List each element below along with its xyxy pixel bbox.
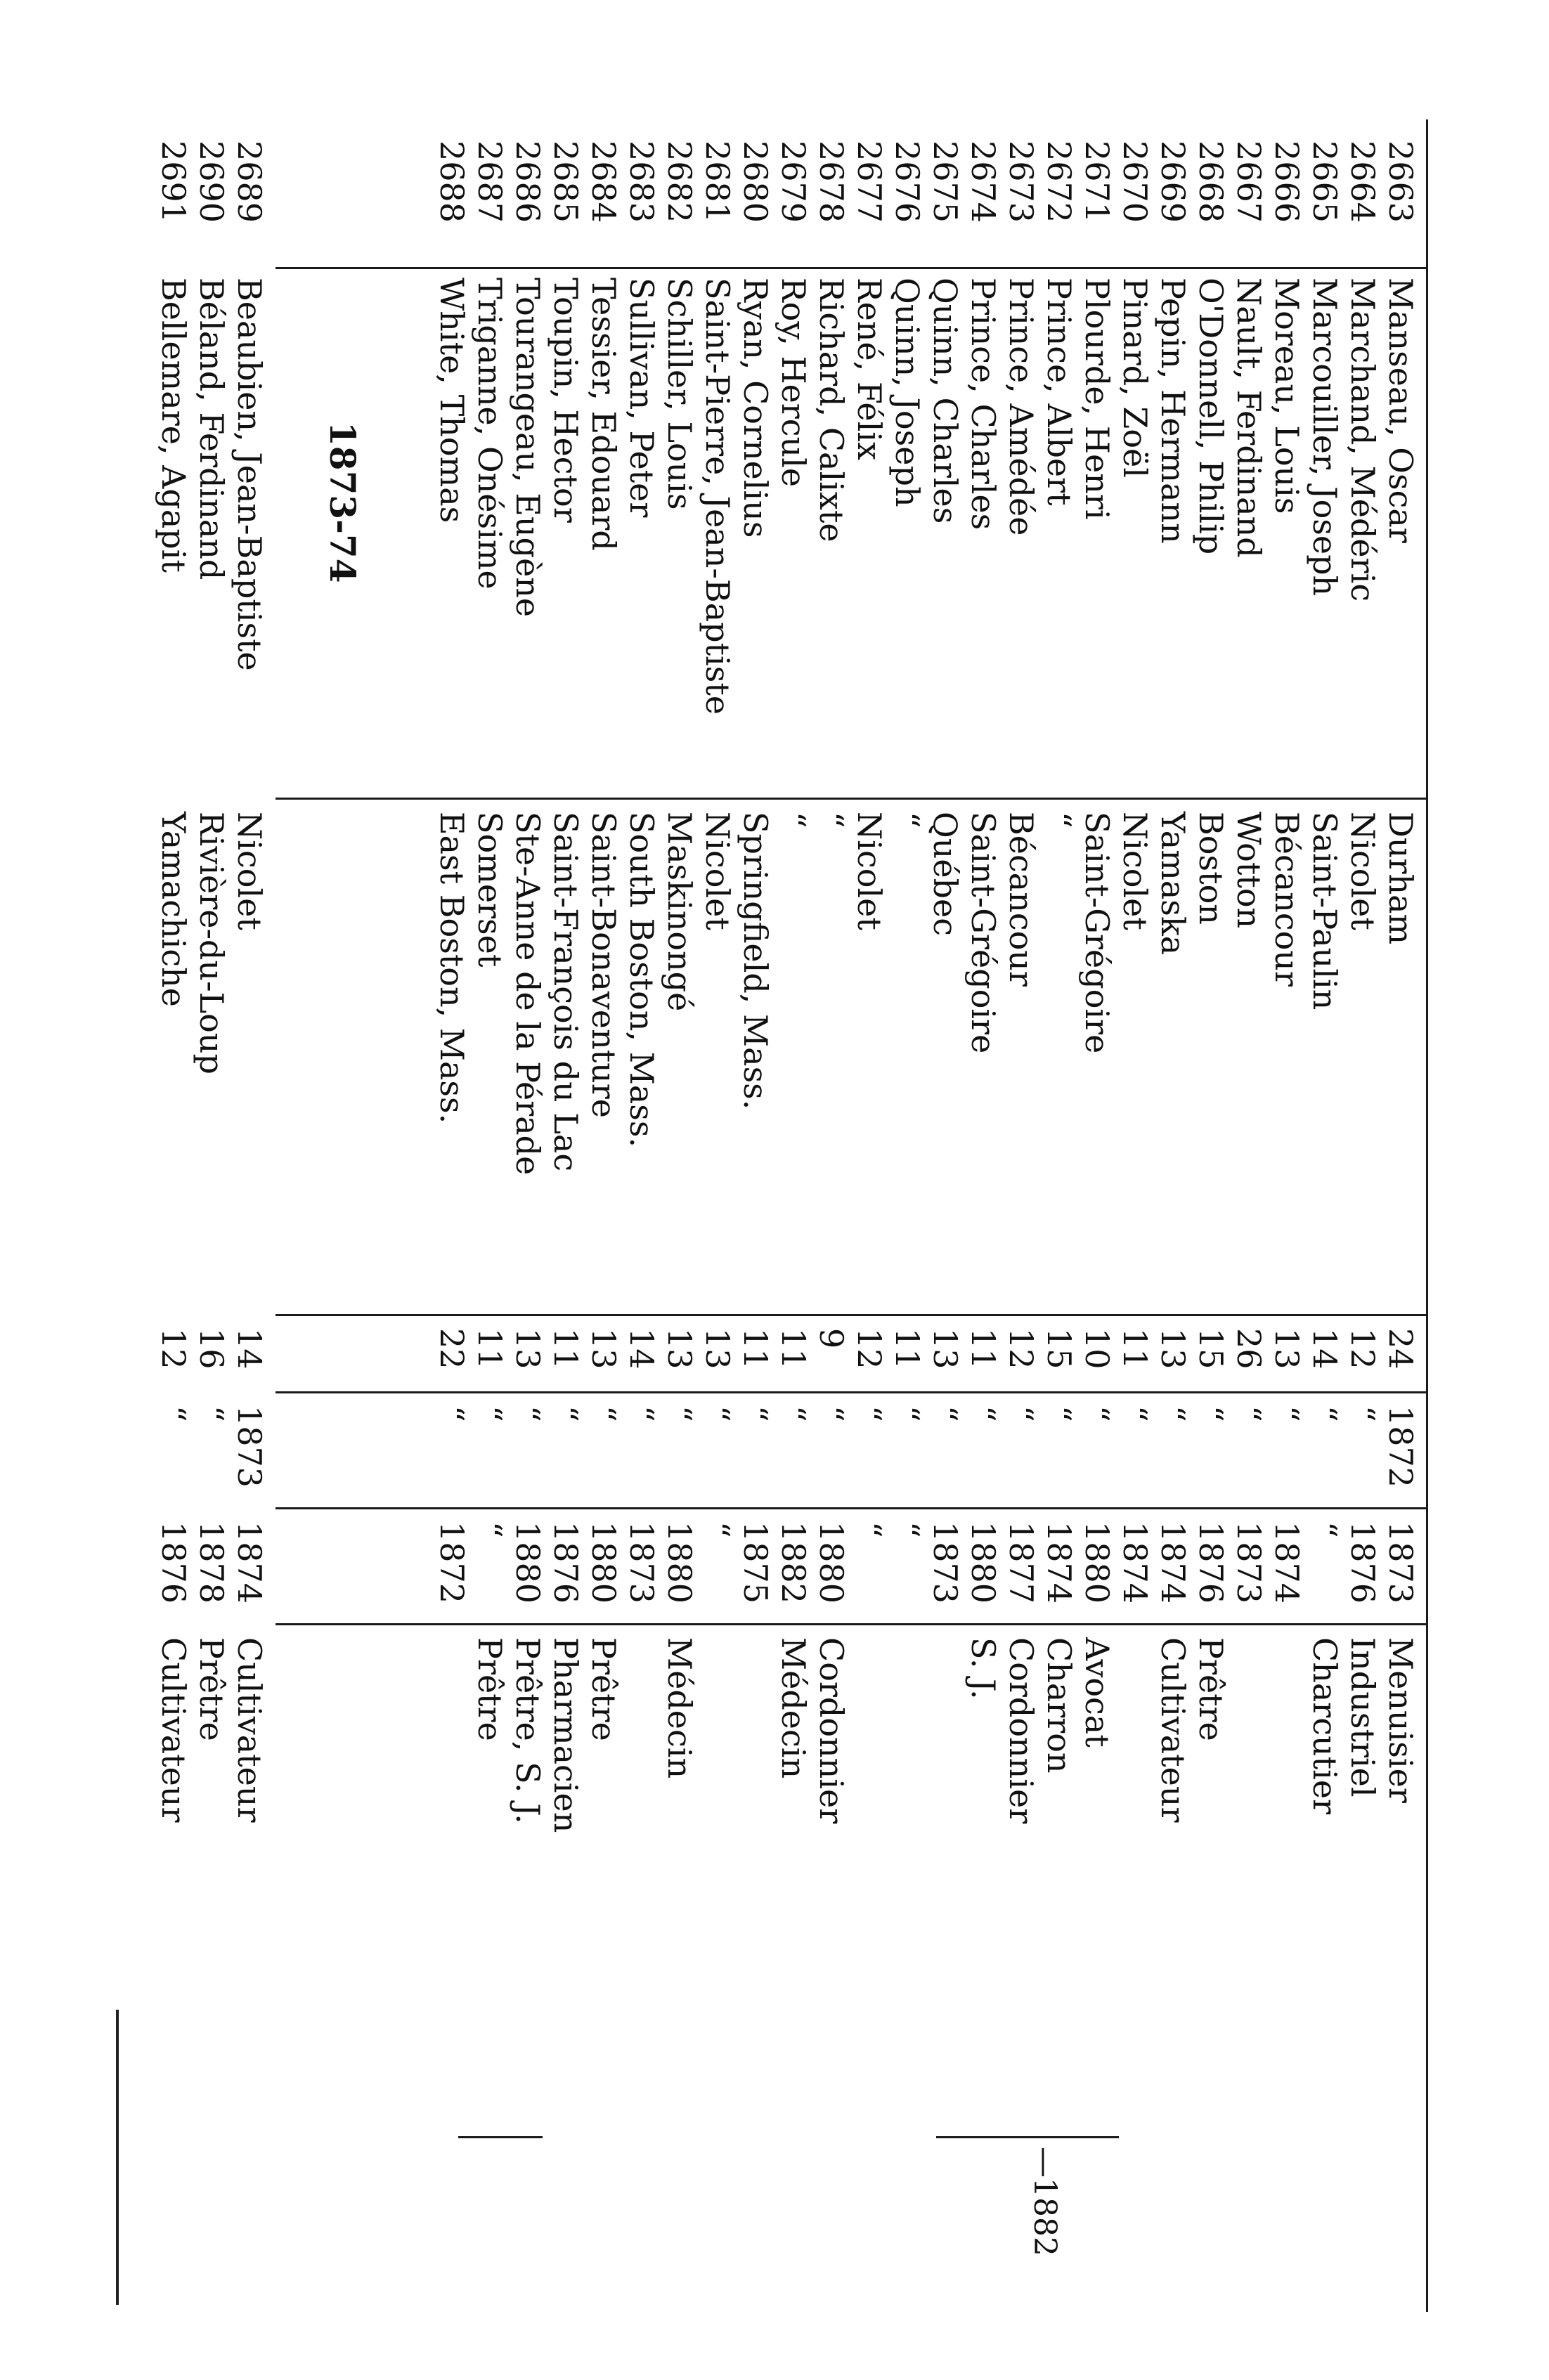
- cell-name: Prince, Albert: [1040, 278, 1078, 506]
- col-sep-no: [276, 267, 1428, 269]
- cell-name: René, Félix: [850, 278, 888, 460]
- cell-year-in: “: [964, 1405, 1002, 1422]
- cell-year-out: 1880: [509, 1521, 547, 1604]
- cell-name: Roy, Hercule: [774, 278, 812, 488]
- cell-year-out: 1874: [1116, 1521, 1154, 1604]
- cell-name: Bellemare, Agapit: [155, 278, 193, 573]
- cell-no: 2672: [1040, 141, 1078, 223]
- margin-year-1882: —1882: [1027, 2147, 1063, 2256]
- cell-occ: Médecin: [774, 1637, 812, 1779]
- cell-age: 14: [623, 1328, 661, 1370]
- cell-occ: Cultivateur: [155, 1637, 193, 1823]
- cell-name: Saint-Pierre, Jean-Baptiste: [699, 278, 737, 715]
- cell-occ: Cordonnier: [812, 1637, 850, 1824]
- cell-occ: Médecin: [661, 1637, 699, 1779]
- cell-age: 11: [547, 1328, 585, 1370]
- cell-age: 13: [661, 1328, 699, 1370]
- cell-age: 22: [433, 1328, 471, 1370]
- cell-year-in: “: [699, 1405, 737, 1422]
- cell-place: “: [774, 812, 812, 828]
- cell-name: Quinn, Charles: [926, 278, 964, 524]
- cell-occ: Industriel: [1344, 1637, 1382, 1797]
- cell-occ: Cultivateur: [1154, 1637, 1192, 1823]
- cell-place: Nicolet: [1344, 812, 1382, 930]
- cell-place: Saint-Grégoire: [1078, 812, 1116, 1054]
- cell-place: East Boston, Mass.: [433, 812, 471, 1124]
- cell-age: 24: [1382, 1328, 1420, 1370]
- cell-year-out: 1880: [964, 1521, 1002, 1604]
- cell-year-in: “: [1230, 1405, 1268, 1422]
- cell-year-out: 1874: [1268, 1521, 1306, 1604]
- col-sep-age: [276, 1391, 1428, 1393]
- cell-occ: Prêtre, S. J.: [509, 1637, 547, 1824]
- cell-age: 11: [737, 1328, 774, 1370]
- cell-year-in: “: [1002, 1405, 1040, 1422]
- cell-year-in: “: [1192, 1405, 1230, 1422]
- cell-place: “: [1040, 812, 1078, 828]
- cell-place: Saint-Paulin: [1306, 812, 1344, 1010]
- cell-occ: Charcutier: [1306, 1637, 1344, 1815]
- cell-no: 2668: [1192, 141, 1230, 223]
- cell-year-out: 1873: [1382, 1521, 1420, 1604]
- cell-year-in: “: [850, 1405, 888, 1422]
- cell-year-out: 1874: [1154, 1521, 1192, 1604]
- cell-occ: Cordonnier: [1002, 1637, 1040, 1824]
- cell-no: 2675: [926, 141, 964, 223]
- cell-name: Prince, Amédée: [1002, 278, 1040, 536]
- cell-place: Bécancour: [1002, 812, 1040, 987]
- cell-place: Durham: [1382, 812, 1420, 945]
- cell-year-in: “: [155, 1405, 193, 1422]
- cell-age: 9: [812, 1328, 850, 1349]
- cell-year-out: 1880: [1078, 1521, 1116, 1604]
- rotated-register-page: [135, 119, 1428, 2312]
- cell-name: Quinn, Joseph: [888, 278, 926, 507]
- cell-no: 2688: [433, 141, 471, 223]
- cell-age: 13: [926, 1328, 964, 1370]
- cell-year-in: “: [926, 1405, 964, 1422]
- cell-name: White, Thomas: [433, 278, 471, 524]
- cell-year-out: 1874: [1040, 1521, 1078, 1604]
- cell-year-out: 1873: [623, 1521, 661, 1604]
- cell-name: Sullivan, Peter: [623, 278, 661, 518]
- cell-place: Somerset: [471, 812, 509, 968]
- col-sep-place: [276, 1314, 1428, 1316]
- cell-year-in: “: [471, 1405, 509, 1422]
- cell-year-in: “: [1344, 1405, 1382, 1422]
- cell-year-out: 1875: [737, 1521, 774, 1604]
- cell-year-out: “: [471, 1521, 509, 1538]
- cell-year-out: “: [699, 1521, 737, 1538]
- cell-age: 12: [1002, 1328, 1040, 1370]
- section-year-heading: 1873-74: [322, 422, 363, 583]
- cell-no: 2682: [661, 141, 699, 223]
- cell-year-in: “: [774, 1405, 812, 1422]
- cell-age: 14: [231, 1328, 268, 1370]
- cell-name: Prince, Charles: [964, 278, 1002, 531]
- cell-no: 2687: [471, 141, 509, 223]
- cell-age: 26: [1230, 1328, 1268, 1370]
- cell-name: Triganne, Onésime: [471, 278, 509, 590]
- cell-name: O'Donnell, Philip: [1192, 278, 1230, 555]
- cell-no: 2684: [585, 141, 623, 223]
- cell-year-in: “: [433, 1405, 471, 1422]
- cell-no: 2674: [964, 141, 1002, 223]
- cell-age: 14: [1306, 1328, 1344, 1370]
- table-top-rule: [1426, 119, 1428, 2312]
- cell-year-in: “: [661, 1405, 699, 1422]
- cell-place: Québec: [926, 812, 964, 936]
- cell-name: Manseau, Oscar: [1382, 278, 1420, 543]
- cell-occ: Cultivateur: [231, 1637, 268, 1823]
- cell-no: 2679: [774, 141, 812, 223]
- cell-age: 11: [888, 1328, 926, 1370]
- cell-name: Beaubien, Jean-Baptiste: [231, 278, 268, 671]
- cell-year-out: 1876: [155, 1521, 193, 1604]
- cell-place: Nicolet: [231, 812, 268, 930]
- cell-year-in: 1872: [1382, 1405, 1420, 1488]
- cell-year-in: 1873: [231, 1405, 268, 1488]
- cell-year-out: “: [1306, 1521, 1344, 1538]
- cell-no: 2680: [737, 141, 774, 223]
- cell-no: 2673: [1002, 141, 1040, 223]
- cell-name: Béland, Ferdinand: [193, 278, 231, 580]
- cell-age: 16: [193, 1328, 231, 1370]
- cell-name: Moreau, Louis: [1268, 278, 1306, 514]
- cell-name: Plourde, Henri: [1078, 278, 1116, 520]
- cell-occ: Prêtre: [193, 1637, 231, 1741]
- cell-place: Ste-Anne de la Pérade: [509, 812, 547, 1176]
- cell-age: 12: [1344, 1328, 1382, 1370]
- cell-year-out: 1880: [661, 1521, 699, 1604]
- cell-no: 2681: [699, 141, 737, 223]
- cell-occ: Prêtre: [585, 1637, 623, 1741]
- cell-year-in: “: [1306, 1405, 1344, 1422]
- cell-no: 2669: [1154, 141, 1192, 223]
- cell-no: 2667: [1230, 141, 1268, 223]
- scan-edge-line: [116, 2010, 119, 2305]
- cell-place: South Boston, Mass.: [623, 812, 661, 1148]
- cell-year-out: 1878: [193, 1521, 231, 1604]
- cell-occ: Pharmacien: [547, 1637, 585, 1833]
- cell-year-in: “: [812, 1405, 850, 1422]
- cell-place: Wotton: [1230, 812, 1268, 929]
- cell-place: Saint-François du Lac: [547, 812, 585, 1172]
- cell-age: 15: [1192, 1328, 1230, 1370]
- cell-no: 2671: [1078, 141, 1116, 223]
- cell-name: Tessier, Edouard: [585, 278, 623, 551]
- cell-age: 13: [1268, 1328, 1306, 1370]
- cell-occ: Prêtre: [1192, 1637, 1230, 1741]
- cell-occ: Prêtre: [471, 1637, 509, 1741]
- cell-no: 2663: [1382, 141, 1420, 223]
- cell-year-out: “: [888, 1521, 926, 1538]
- cell-no: 2689: [231, 141, 268, 223]
- cell-place: Rivière-du-Loup: [193, 812, 231, 1074]
- cell-year-out: 1876: [1344, 1521, 1382, 1604]
- cell-name: Pinard, Zoël: [1116, 278, 1154, 478]
- cell-age: 13: [585, 1328, 623, 1370]
- cell-year-in: “: [623, 1405, 661, 1422]
- cell-place: Saint-Bonaventure: [585, 812, 623, 1119]
- cell-year-out: 1880: [812, 1521, 850, 1604]
- cell-place: Yamaska: [1154, 812, 1192, 956]
- cell-no: 2676: [888, 141, 926, 223]
- cell-age: 10: [1078, 1328, 1116, 1370]
- cell-name: Tourangeau, Eugène: [509, 278, 547, 618]
- cell-year-in: “: [888, 1405, 926, 1422]
- cell-place: Boston: [1192, 812, 1230, 925]
- cell-place: Saint-Grégoire: [964, 812, 1002, 1054]
- cell-no: 2683: [623, 141, 661, 223]
- cell-occ: Avocat: [1078, 1637, 1116, 1748]
- col-sep-year-out: [276, 1623, 1428, 1625]
- cell-no: 2678: [812, 141, 850, 223]
- cell-no: 2664: [1344, 141, 1382, 223]
- cell-no: 2686: [509, 141, 547, 223]
- cell-occ: Menuisier: [1382, 1637, 1420, 1803]
- cell-age: 12: [155, 1328, 193, 1370]
- cell-no: 2691: [155, 141, 193, 223]
- cell-name: Marchand, Médéric: [1344, 278, 1382, 602]
- cell-age: 11: [471, 1328, 509, 1370]
- cell-year-in: “: [1268, 1405, 1306, 1422]
- cell-name: Toupin, Hector: [547, 278, 585, 523]
- cell-year-in: “: [1154, 1405, 1192, 1422]
- cell-place: Nicolet: [850, 812, 888, 930]
- cell-name: Richard, Calixte: [812, 278, 850, 542]
- cell-year-out: 1876: [1192, 1521, 1230, 1604]
- cell-name: Marcouiller, Joseph: [1306, 278, 1344, 597]
- cell-place: Yamachiche: [155, 812, 193, 1007]
- cell-occ: Charron: [1040, 1637, 1078, 1774]
- cell-year-in: “: [1116, 1405, 1154, 1422]
- cell-name: Nault, Ferdinand: [1230, 278, 1268, 558]
- cell-year-in: “: [193, 1405, 231, 1422]
- cell-year-out: 1877: [1002, 1521, 1040, 1604]
- cell-no: 2690: [193, 141, 231, 223]
- cell-age: 13: [699, 1328, 737, 1370]
- cell-year-in: “: [585, 1405, 623, 1422]
- cell-year-out: “: [850, 1521, 888, 1538]
- cell-occ: S. J.: [964, 1637, 1002, 1700]
- cell-year-in: “: [737, 1405, 774, 1422]
- margin-marker-2: [458, 2136, 543, 2138]
- cell-age: 11: [774, 1328, 812, 1370]
- cell-no: 2685: [547, 141, 585, 223]
- col-sep-year-in: [276, 1507, 1428, 1509]
- cell-year-out: 1882: [774, 1521, 812, 1604]
- cell-no: 2670: [1116, 141, 1154, 223]
- cell-year-out: 1874: [231, 1521, 268, 1604]
- cell-year-in: “: [509, 1405, 547, 1422]
- cell-year-out: 1872: [433, 1521, 471, 1604]
- cell-year-out: 1873: [926, 1521, 964, 1604]
- cell-place: Nicolet: [699, 812, 737, 930]
- cell-age: 12: [850, 1328, 888, 1370]
- cell-place: Bécancour: [1268, 812, 1306, 987]
- cell-year-in: “: [547, 1405, 585, 1422]
- cell-name: Pepin, Hermann: [1154, 278, 1192, 544]
- cell-place: Springfield, Mass.: [737, 812, 774, 1110]
- cell-place: “: [812, 812, 850, 828]
- cell-year-out: 1876: [547, 1521, 585, 1604]
- cell-age: 13: [509, 1328, 547, 1370]
- cell-age: 15: [1040, 1328, 1078, 1370]
- cell-age: 11: [964, 1328, 1002, 1370]
- cell-name: Schiller, Louis: [661, 278, 699, 510]
- cell-name: Ryan, Cornelius: [737, 278, 774, 538]
- cell-place: “: [888, 812, 926, 828]
- cell-no: 2665: [1306, 141, 1344, 223]
- cell-year-out: 1873: [1230, 1521, 1268, 1604]
- cell-age: 11: [1116, 1328, 1154, 1370]
- cell-year-in: “: [1040, 1405, 1078, 1422]
- margin-marker-1: [936, 2136, 1119, 2138]
- col-sep-name: [276, 798, 1428, 800]
- cell-year-in: “: [1078, 1405, 1116, 1422]
- cell-no: 2677: [850, 141, 888, 223]
- cell-place: Maskinongé: [661, 812, 699, 1012]
- cell-year-out: 1880: [585, 1521, 623, 1604]
- cell-age: 13: [1154, 1328, 1192, 1370]
- cell-no: 2666: [1268, 141, 1306, 223]
- cell-place: Nicolet: [1116, 812, 1154, 930]
